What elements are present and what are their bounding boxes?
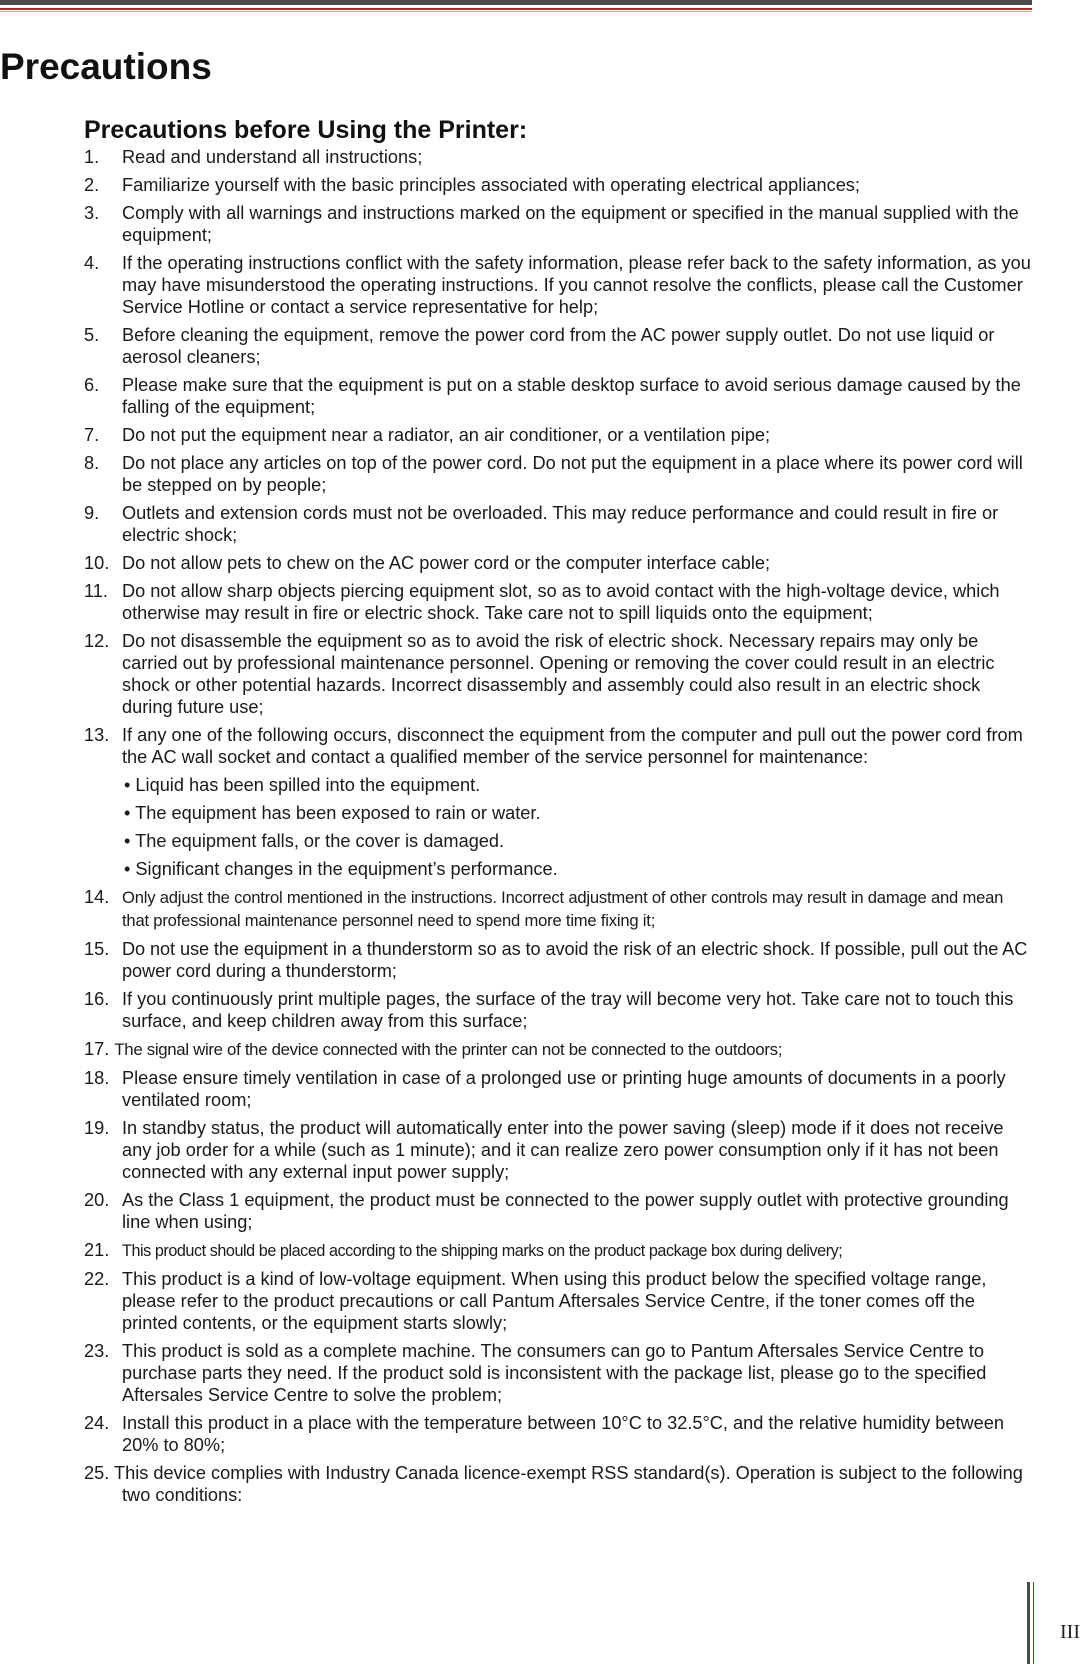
item-number: 18.: [84, 1068, 110, 1088]
list-item-4: [84, 252, 1034, 318]
list-item-24: [84, 1412, 1034, 1456]
list-item-15: [84, 938, 1034, 982]
item-text: If any one of the following occurs, disconnect the equipment from the computer and pull out the power cord from the AC wall socket and contact a qualified member of the service personnel for maintenance:: [122, 725, 1023, 767]
list-item-18: [84, 1067, 1034, 1111]
item-text: This product is sold as a complete machine. The consumers can go to Pantum Aftersales Service Centre to purchase parts they need. If the product sold is inconsistent with the package list, please go to the specified Aftersales Service Centre to solve the problem;: [122, 1341, 987, 1405]
item-text: This device complies with Industry Canada licence-exempt RSS standard(s). Operation is subject to the following two conditions:: [114, 1463, 1023, 1505]
item-text: The signal wire of the device connected with the printer can not be connected to the outdoors;: [114, 1040, 783, 1059]
item-number: 17.: [84, 1039, 115, 1059]
item-text: Do not use the equipment in a thunderstorm so as to avoid the risk of an electric shock. If possible, pull out the AC power cord during a thunderstorm;: [122, 939, 1028, 981]
item-number: 1.: [84, 147, 100, 167]
item-text: Comply with all warnings and instructions marked on the equipment or specified in the manual supplied with the equipment;: [122, 203, 1019, 245]
bullet-item: • The equipment has been exposed to rain or water.: [124, 803, 541, 823]
bullet-item: • Liquid has been spilled into the equipment.: [124, 775, 481, 795]
item-number: 24.: [84, 1413, 110, 1433]
item-text: If the operating instructions conflict with the safety information, please refer back to the safety information, as you may have misunderstood the operating instructions. If you cannot resolve the conflicts, please call the Customer Service Hotline or contact a service representative for help;: [122, 253, 1031, 317]
item-text: This product is a kind of low-voltage equipment. When using this product below the specified voltage range, please refer to the product precautions or call Pantum Aftersales Service Centre, if the toner comes off the printed contents, or the equipment starts slowly;: [122, 1269, 987, 1333]
precautions-list: [84, 146, 1034, 1512]
item-text: Please ensure timely ventilation in case of a prolonged use or printing huge amounts of documents in a poorly ventilated room;: [122, 1068, 1006, 1110]
list-item-8: [84, 452, 1034, 496]
header-rule-dark: [0, 0, 1032, 5]
item-text: Do not place any articles on top of the power cord. Do not put the equipment in a place where its power cord will be stepped on by people;: [122, 453, 1023, 495]
item-number: 6.: [84, 375, 100, 395]
footer-rule-red: [1033, 1582, 1034, 1664]
item-number: 3.: [84, 203, 100, 223]
item-number: 13.: [84, 725, 110, 745]
item-text: Only adjust the control mentioned in the instructions. Incorrect adjustment of other controls may result in damage and mean that professional maintenance personnel need to spend more time fixing it;: [122, 888, 1004, 930]
item-text: Read and understand all instructions;: [122, 147, 423, 167]
item-number: 25.: [84, 1463, 115, 1483]
list-item-9: [84, 502, 1034, 546]
item-number: 22.: [84, 1269, 110, 1289]
list-item-11: [84, 580, 1034, 624]
header-rule-red: [0, 8, 1032, 10]
item-number: 15.: [84, 939, 110, 959]
item-text: As the Class 1 equipment, the product must be connected to the power supply outlet with protective grounding line when using;: [122, 1190, 1009, 1232]
list-item-2: [84, 174, 1034, 196]
list-item-22: [84, 1268, 1034, 1334]
item-text: Familiarize yourself with the basic principles associated with operating electrical appliances;: [122, 175, 860, 195]
list-item-19: [84, 1117, 1034, 1183]
item-number: 2.: [84, 175, 100, 195]
item-text: In standby status, the product will automatically enter into the power saving (sleep) mode if it does not receive any job order for a while (such as 1 minute); and it can realize zero power consumption only if it has not been connected with any external input power supply;: [122, 1118, 1004, 1182]
list-item-12: [84, 630, 1034, 718]
item-text: Do not allow sharp objects piercing equipment slot, so as to avoid contact with the high-voltage device, which otherwise may result in fire or electric shock. Take care not to spill liquids onto the equipment;: [122, 581, 1000, 623]
item-text: This product should be placed according to the shipping marks on the product package box during delivery;: [122, 1242, 843, 1260]
bullet-item: • Significant changes in the equipment’s performance.: [124, 859, 558, 879]
bullet-item: • The equipment falls, or the cover is damaged.: [124, 831, 505, 851]
item-number: 10.: [84, 553, 110, 573]
list-item-3: [84, 202, 1034, 246]
item-number: 7.: [84, 425, 100, 445]
item-text: Do not disassemble the equipment so as to avoid the risk of electric shock. Necessary repairs may only be carried out by professional maintenance personnel. Opening or removing the cover could result in an electric shock or other potential hazards. Incorrect disassembly and assembly could also result in an electric shock during future use;: [122, 631, 995, 717]
item-number: 9.: [84, 503, 100, 523]
list-item-25: [84, 1462, 1034, 1506]
list-item-20: [84, 1189, 1034, 1233]
item-number: 16.: [84, 989, 110, 1009]
item-number: 8.: [84, 453, 100, 473]
item-text: If you continuously print multiple pages, the surface of the tray will become very hot. Take care not to touch this surface, and keep children away from this surface;: [122, 989, 1014, 1031]
item-number: 5.: [84, 325, 100, 345]
item-text: Install this product in a place with the temperature between 10°C to 32.5°C, and the relative humidity between 20% to 80%;: [122, 1413, 1004, 1455]
list-item-21: [84, 1239, 1034, 1262]
item-number: 21.: [84, 1240, 110, 1260]
item-text: Do not put the equipment near a radiator, an air conditioner, or a ventilation pipe;: [122, 425, 771, 445]
item-number: 14.: [84, 887, 110, 907]
page-title: Precautions: [0, 46, 212, 87]
bullet-list: [122, 774, 1034, 880]
list-item-23: [84, 1340, 1034, 1406]
item-text: Outlets and extension cords must not be overloaded. This may reduce performance and could result in fire or electric shock;: [122, 503, 999, 545]
section-title: Precautions before Using the Printer:: [84, 116, 528, 144]
list-item-17: [84, 1038, 1034, 1061]
list-item-13: [84, 724, 1034, 880]
item-number: 11.: [84, 581, 108, 601]
item-number: 12.: [84, 631, 110, 651]
list-item-6: [84, 374, 1034, 418]
list-item-14: [84, 886, 1034, 932]
list-item-10: [84, 552, 1034, 574]
item-text: Please make sure that the equipment is put on a stable desktop surface to avoid serious damage caused by the falling of the equipment;: [122, 375, 1021, 417]
list-item-7: [84, 424, 1034, 446]
header-rule-grey: [0, 11, 1032, 12]
item-number: 4.: [84, 253, 100, 273]
item-number: 20.: [84, 1190, 110, 1210]
list-item-1: [84, 146, 1034, 168]
page-number: III: [1060, 1621, 1080, 1643]
item-number: 19.: [84, 1118, 110, 1138]
footer-rule-dark: [1027, 1582, 1030, 1664]
item-text: Before cleaning the equipment, remove the power cord from the AC power supply outlet. Do not use liquid or aerosol cleaners;: [122, 325, 995, 367]
item-number: 23.: [84, 1341, 110, 1361]
list-item-16: [84, 988, 1034, 1032]
list-item-5: [84, 324, 1034, 368]
item-text: Do not allow pets to chew on the AC power cord or the computer interface cable;: [122, 553, 771, 573]
